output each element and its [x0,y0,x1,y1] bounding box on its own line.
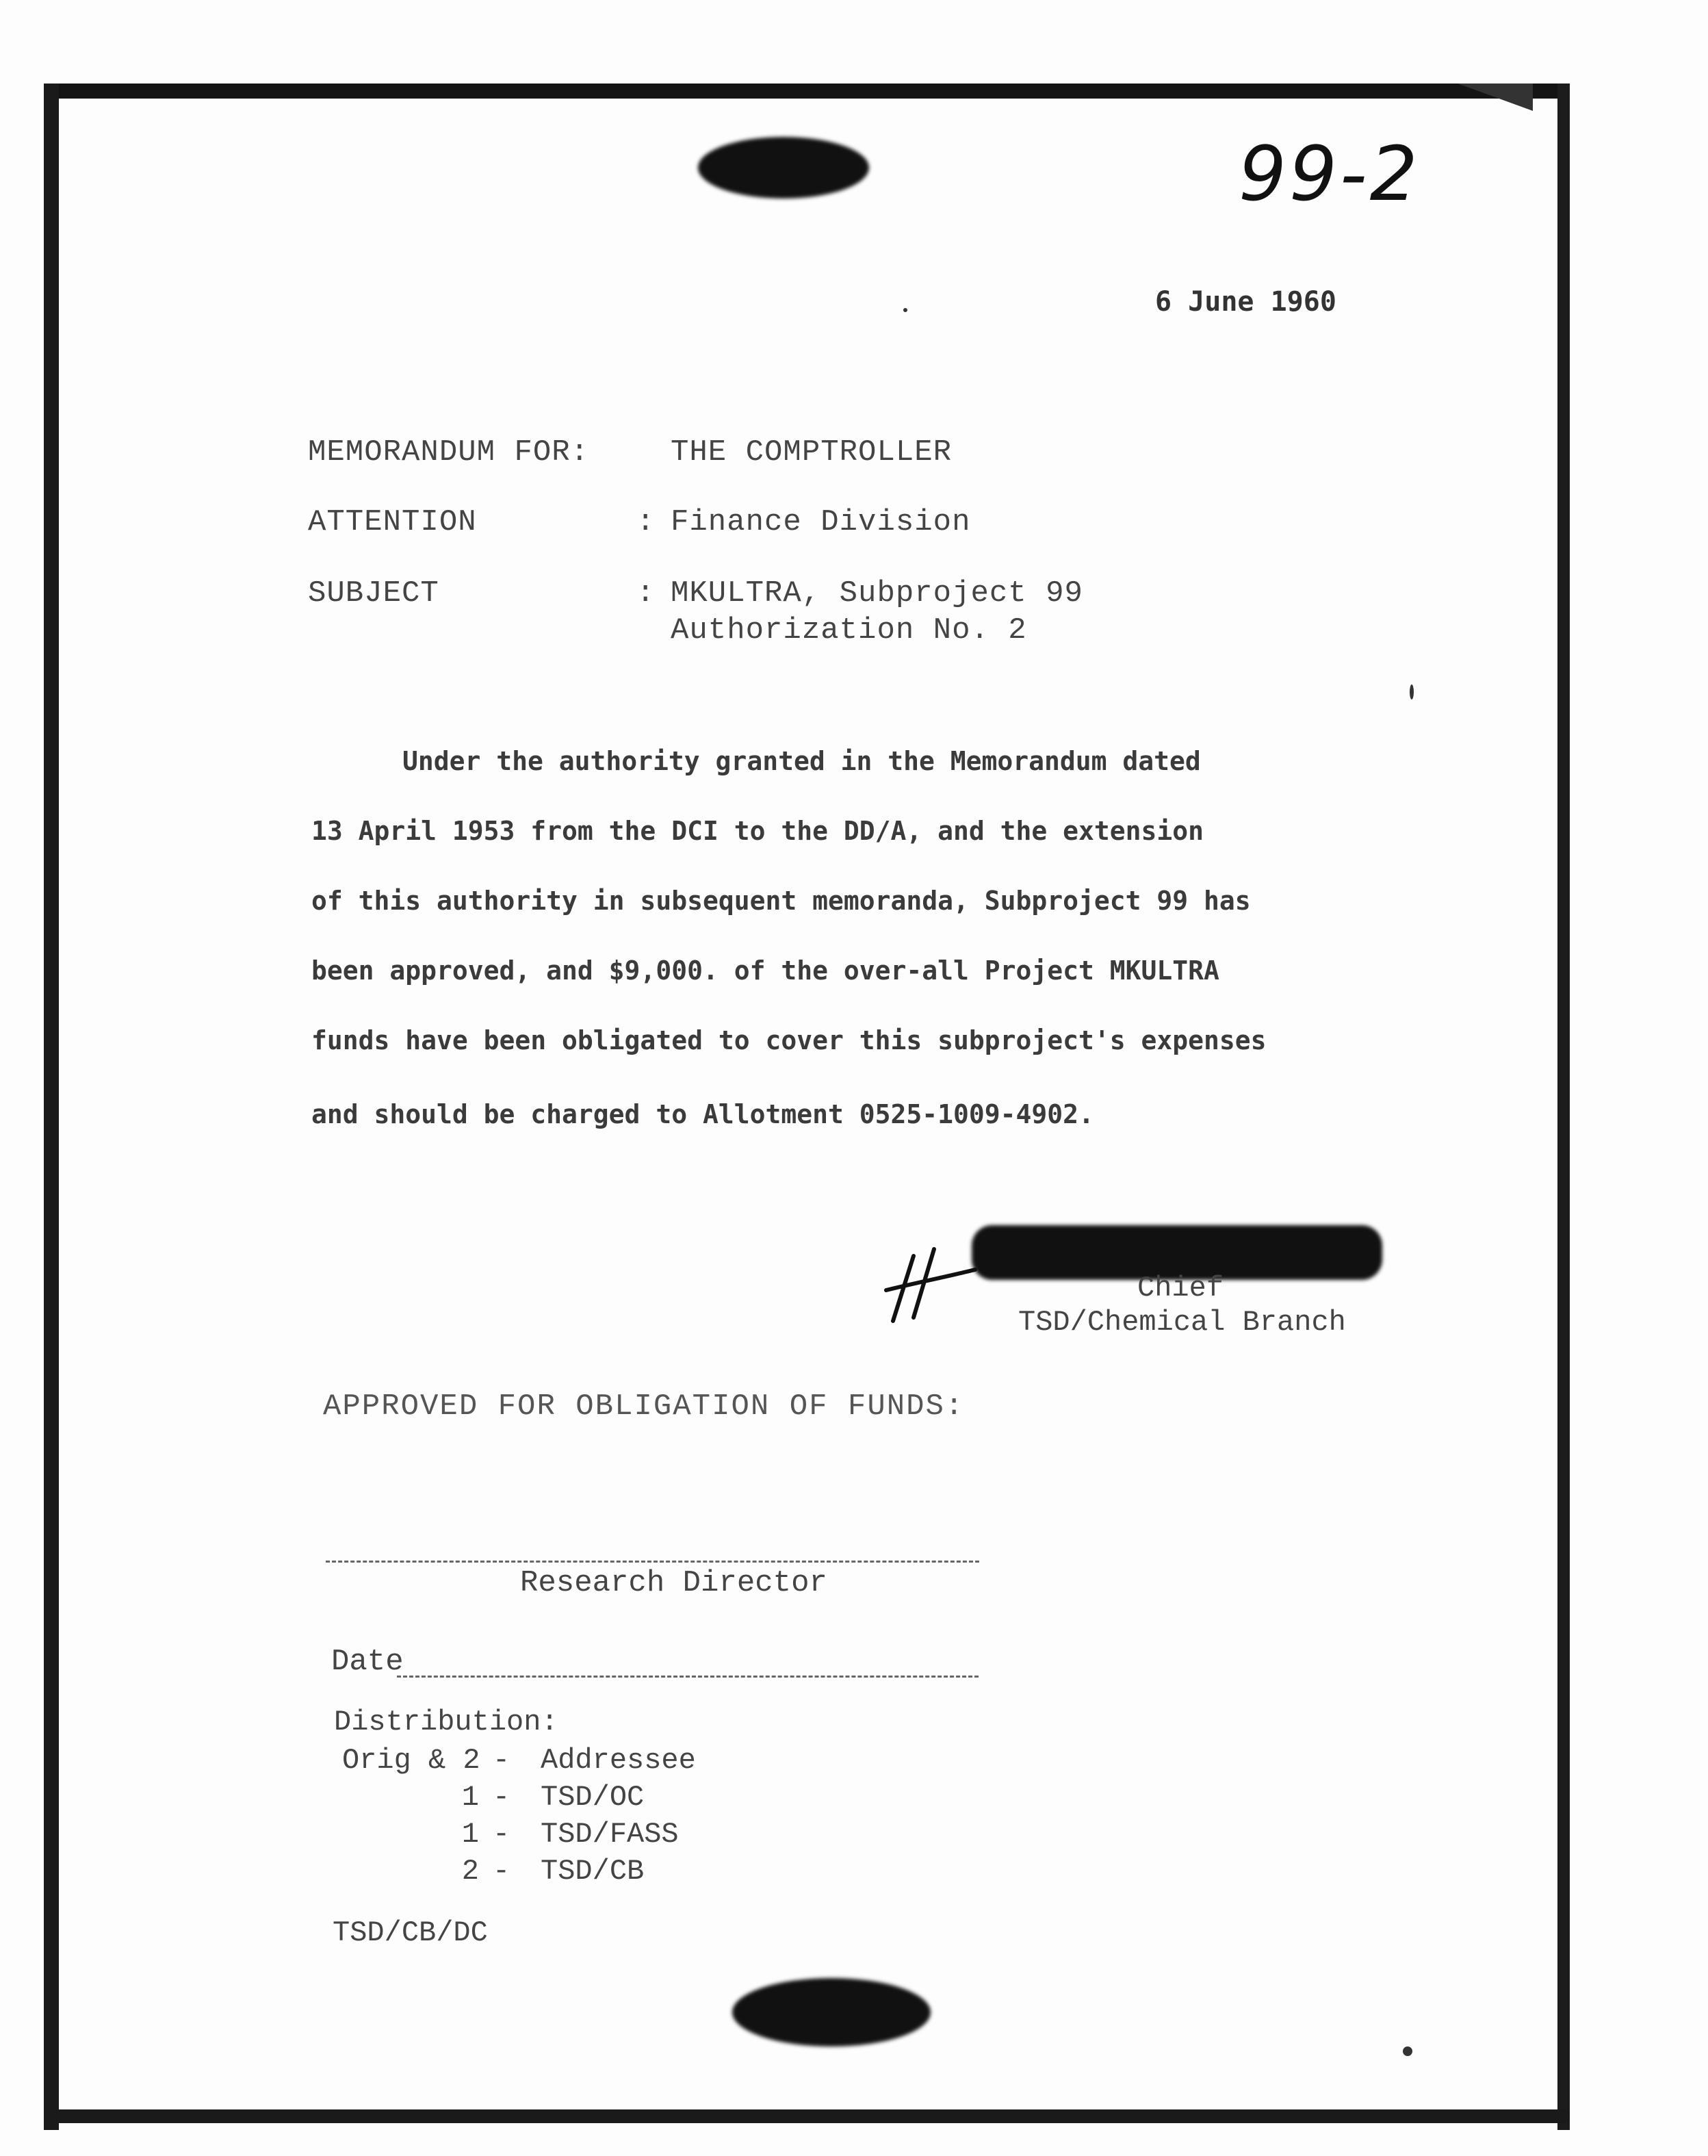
subject-colon: : [636,576,655,611]
distribution-count: 2 [461,1855,479,1888]
subject-label: SUBJECT [308,576,439,611]
distribution-dash: - [493,1855,510,1888]
scan-speck [903,308,907,312]
distribution-dash: - [493,1818,510,1851]
corner-fold-icon [1458,84,1533,111]
scan-border-right [1557,84,1570,2130]
body-line: and should be charged to Allotment 0525-1009-4902. [311,1099,1094,1129]
subject-value-line1: MKULTRA, Subproject 99 [671,576,1083,611]
scan-speck [1410,684,1414,700]
signoff-title: Chief [1137,1272,1224,1305]
scan-border-top [44,84,1570,99]
attention-value: Finance Division [671,505,971,539]
redaction-bottom [732,1978,931,2046]
distribution-dest: TSD/OC [541,1781,645,1814]
reference-code: TSD/CB/DC [333,1916,488,1949]
handwritten-document-number: 99-2 [1239,130,1421,218]
attention-label: ATTENTION [308,505,477,539]
distribution-count: 1 [461,1818,479,1851]
distribution-dash: - [493,1744,510,1777]
distribution-title: Distribution: [334,1706,558,1738]
distribution-count: 1 [461,1781,479,1814]
approval-signatory: Research Director [520,1566,827,1600]
memo-date: 6 June 1960 [1155,286,1336,318]
distribution-dest: TSD/CB [541,1855,645,1888]
scan-border-left [44,84,59,2130]
approval-date-line [397,1676,979,1678]
body-line: been approved, and $9,000. of the over-all Project MKULTRA [311,955,1219,986]
attention-colon: : [636,505,655,539]
memorandum-for-label: MEMORANDUM FOR: [308,435,590,470]
approval-heading: APPROVED FOR OBLIGATION OF FUNDS: [323,1389,965,1424]
distribution-dest: Addressee [541,1744,696,1777]
distribution-dest: TSD/FASS [541,1818,679,1851]
body-line: of this authority in subsequent memoranda, Subproject 99 has [311,886,1251,916]
scan-speck [1403,2046,1412,2056]
redaction-top [698,137,869,198]
scan-border-bottom [44,2109,1570,2123]
distribution-count: Orig & 2 [342,1744,480,1777]
approval-date-label: Date [331,1645,404,1679]
handwritten-initial-icon [872,1242,982,1324]
signature-line [326,1561,979,1563]
signoff-branch: TSD/Chemical Branch [1018,1306,1346,1339]
body-line: Under the authority granted in the Memorandum dated [402,746,1201,776]
subject-value-line2: Authorization No. 2 [671,613,1027,647]
distribution-dash: - [493,1781,510,1814]
body-line: 13 April 1953 from the DCI to the DD/A, and the extension [311,816,1204,846]
memorandum-for-value: THE COMPTROLLER [671,435,953,470]
body-line: funds have been obligated to cover this subproject's expenses [311,1025,1267,1055]
